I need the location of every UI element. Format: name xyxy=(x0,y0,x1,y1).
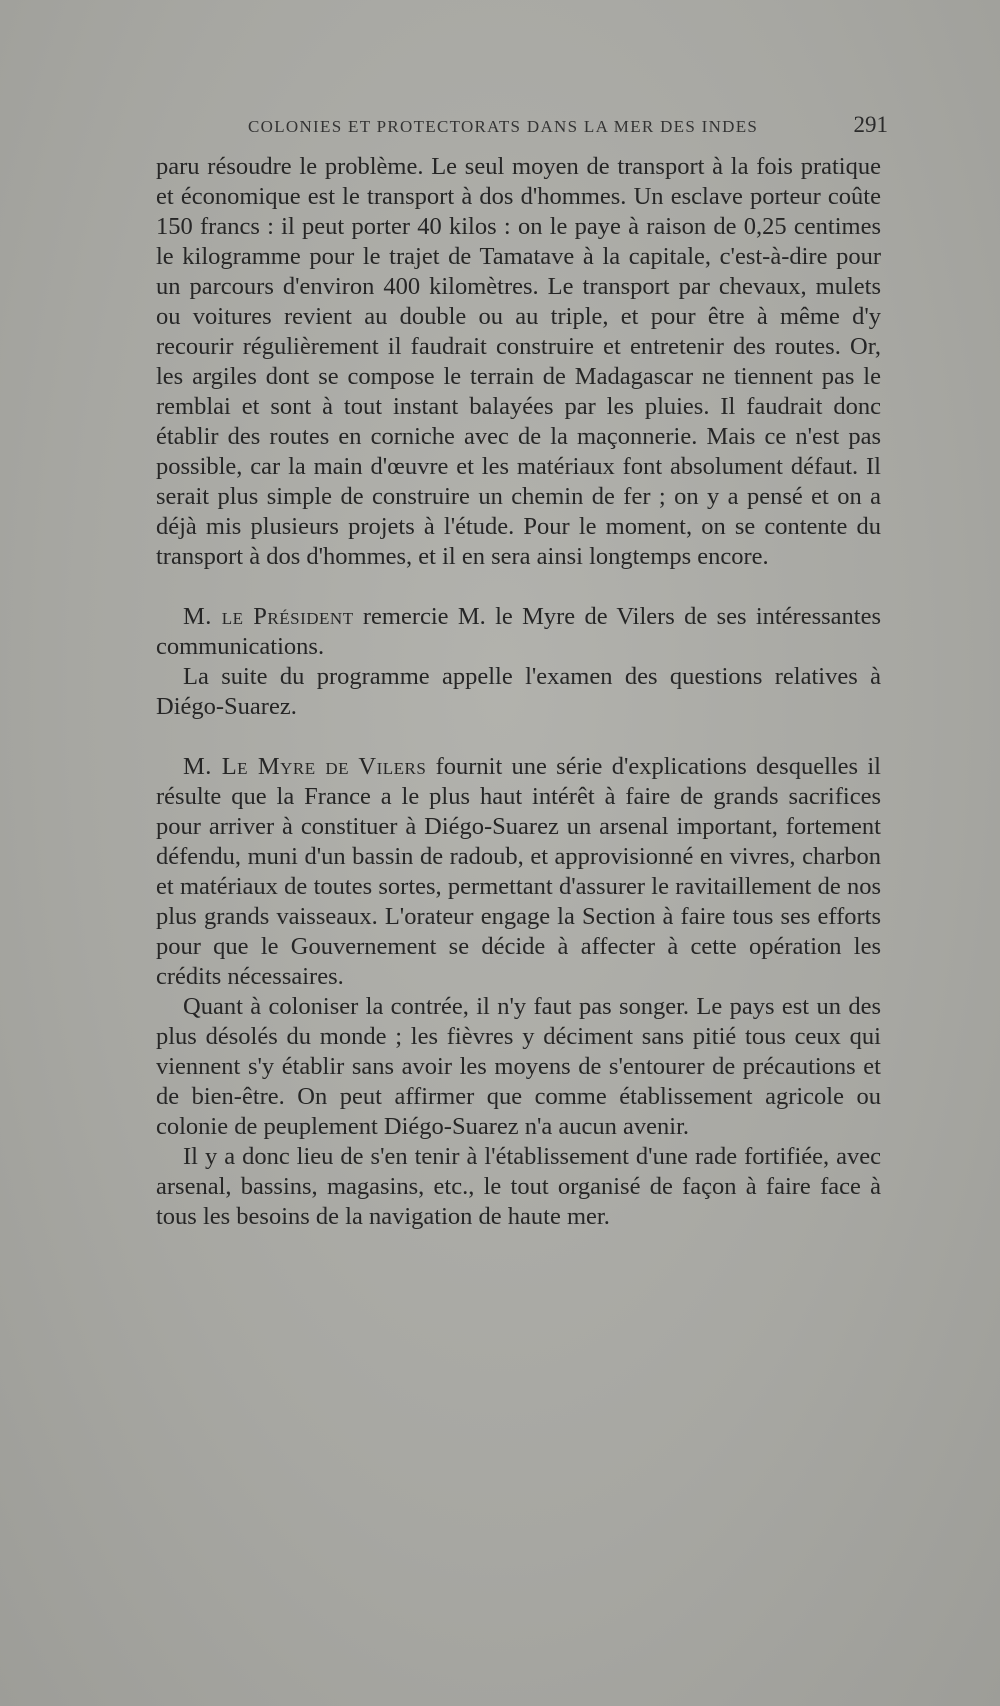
paragraph-rade-fortifiee: Il y a donc lieu de s'en tenir à l'établissement d'une rade fortifiée, avec arsenal, bassins, magasins, etc., le tout organisé de façon à faire face à tous les besoins de la navigation de haute mer. xyxy=(156,1143,881,1230)
body-text xyxy=(156,152,881,1232)
speaker-president: M. le Président xyxy=(183,603,354,630)
paragraph-president-text: remercie M. le Myre de Vilers de ses intéressantes communications. xyxy=(156,603,881,660)
paragraph-myre-de-vilers xyxy=(156,752,881,992)
page-number: 291 xyxy=(853,112,888,137)
paragraph-president xyxy=(156,602,881,662)
paragraph-programme: La suite du programme appelle l'examen des questions relatives à Diégo-Suarez. xyxy=(156,663,881,720)
running-head: COLONIES ET PROTECTORATS DANS LA MER DES INDES xyxy=(248,117,759,136)
page-header xyxy=(248,112,888,142)
paragraph-colonisation: Quant à coloniser la contrée, il n'y faut pas songer. Le pays est un des plus désolés du monde ; les fièvres y déciment sans pitié tous ceux qui viennent s'y établir sans avoir les moyens de s'entourer de précautions et de bien-être. On peut affirmer que comme établissement agricole ou colonie de peuplement Diégo-Suarez n'a aucun avenir. xyxy=(156,993,881,1140)
speaker-myre-de-vilers: M. Le Myre de Vilers xyxy=(183,753,427,780)
paragraph-transport: paru résoudre le problème. Le seul moyen de transport à la fois pratique et économique est le transport à dos d'hommes. Un esclave porteur coûte 150 francs : il peut porter 40 kilos : on le paye à raison de 0,25 centimes le kilogramme pour le trajet de Tamatave à la capitale, c'est-à-dire pour un parcours d'environ 400 kilomètres. Le transport par chevaux, mulets ou voitures revient au double ou au triple, et pour être à même d'y recourir régulièrement il faudrait construire et entretenir des routes. Or, les argiles dont se compose le terrain de Madagascar ne tiennent pas le remblai et sont à tout instant balayées par les pluies. Il faudrait donc établir des routes en corniche avec de la maçonnerie. Mais ce n'est pas possible, car la main d'œuvre et les matériaux font absolument défaut. Il serait plus simple de construire un chemin de fer ; on y a pensé et on a déjà mis plusieurs projets à l'étude. Pour le moment, on se contente du transport à dos d'hommes, et il en sera ainsi longtemps encore. xyxy=(156,153,881,570)
paragraph-myre-de-vilers-text: fournit une série d'explications desquelles il résulte que la France a le plus haut intérêt à faire de grands sacrifices pour arriver à constituer à Diégo-Suarez un arsenal important, fortement défendu, muni d'un bassin de radoub, et approvisionné en vivres, charbon et matériaux de toutes sortes, permettant d'assurer le ravitaillement de nos plus grands vaisseaux. L'orateur engage la Section à faire tous ses efforts pour que le Gouvernement se décide à affecter à cette opération les crédits nécessaires. xyxy=(156,753,881,990)
